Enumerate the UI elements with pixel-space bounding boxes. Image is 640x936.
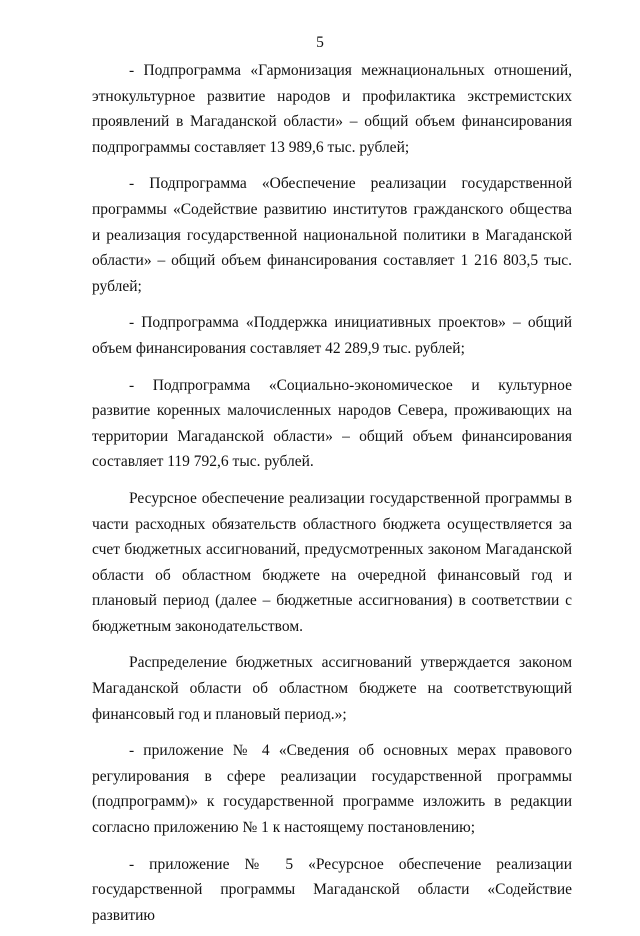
- document-body: [92, 58, 572, 936]
- page-number: 5: [316, 34, 324, 51]
- paragraph-appendix-4: - приложение № 4 «Сведения об основных мерах правового регулирования в сфере реализации государственной программы (подпрограмм)» к государственной программе изложить в редакции согласно приложению № 1 к настоящему постановлению;: [92, 742, 572, 837]
- paragraph-subprogram-indigenous-peoples: - Подпрограмма «Социально-экономическое и культурное развитие коренных малочисленных народов Севера, проживающих на территории Магаданской области» – общий объем финансирования составляет 119 792,6 тыс. рублей.: [92, 376, 572, 471]
- paragraph-appendix-5: - приложение № 5 «Ресурсное обеспечение реализации государственной программы Магаданской области «Содействие развитию: [92, 855, 572, 924]
- paragraph-resource-provision: Ресурсное обеспечение реализации государственной программы в части расходных обязательств областного бюджета осуществляется за счет бюджетных ассигнований, предусмотренных законом Магаданской области об областном бюджете на очередной финансовый год и плановый период (далее – бюджетные ассигнования) в соответствии с бюджетным законодательством.: [92, 489, 572, 635]
- paragraph-subprogram-initiative-projects: - Подпрограмма «Поддержка инициативных проектов» – общий объем финансирования составляет 42 289,9 тыс. рублей;: [92, 314, 572, 357]
- paragraph-allocation: Распределение бюджетных ассигнований утверждается законом Магаданской области об областном бюджете на соответствующий финансовый год и плановый период.»;: [92, 654, 572, 723]
- paragraph-subprogram-harmonization: - Подпрограмма «Гармонизация межнациональных отношений, этнокультурное развитие народов и профилактика экстремистских проявлений в Магаданской области» – общий объем финансирования подпрограммы составляет 13 989,6 тыс. рублей;: [92, 62, 572, 156]
- paragraph-subprogram-implementation: - Подпрограмма «Обеспечение реализации государственной программы «Содействие развитию институтов гражданского общества и реализация государственной национальной политики в Магаданской области» – общий объем финансирования составляет 1 216 803,5 тыс. рублей;: [92, 175, 572, 295]
